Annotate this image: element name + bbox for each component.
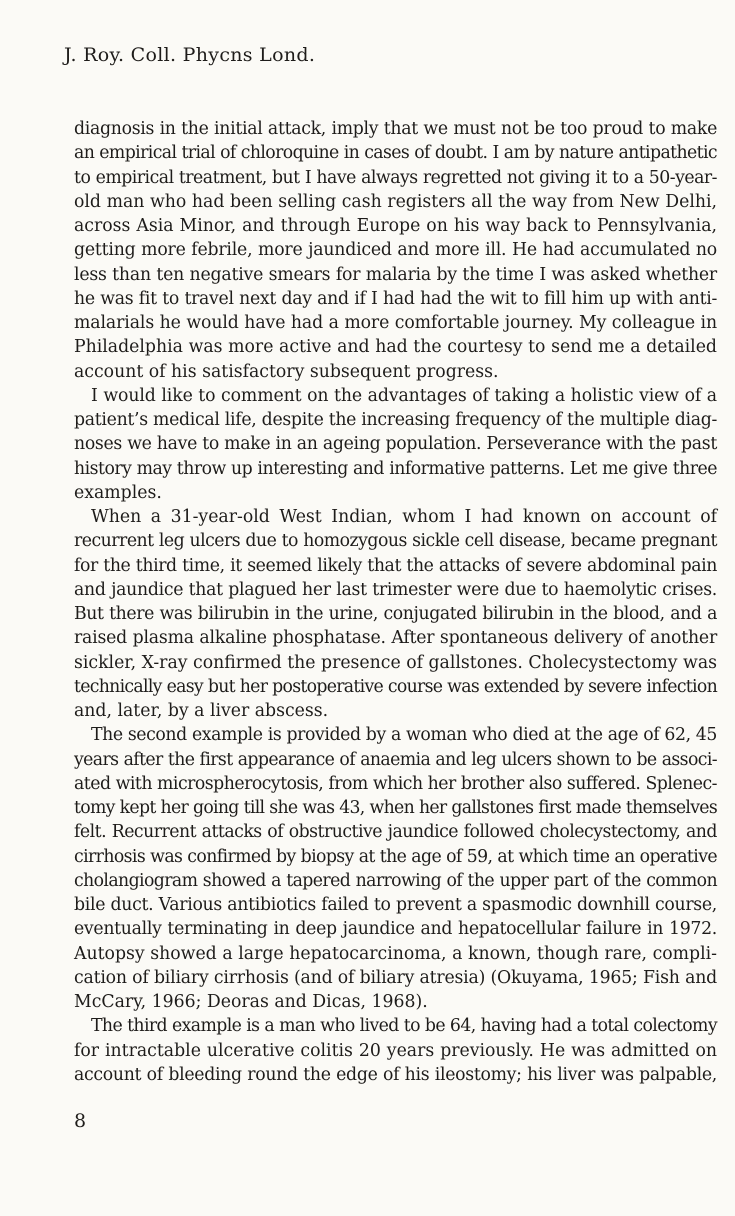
body-text — [74, 117, 717, 1087]
text-line: recurrent leg ulcers due to homozygous sickle cell disease, became pregnant — [74, 531, 717, 552]
text-line: years after the first appearance of anaemia and leg ulcers shown to be associ- — [74, 749, 717, 770]
text-line: cholangiogram showed a tapered narrowing of the upper part of the common — [74, 870, 717, 891]
page-number: 8 — [74, 1110, 87, 1132]
paragraph — [74, 723, 717, 1014]
text-line: I would like to comment on the advantages of taking a holistic view of a — [91, 385, 717, 406]
text-line: to empirical treatment, but I have always regretted not giving it to a 50-year- — [74, 167, 717, 188]
text-line: tomy kept her going till she was 43, when her gallstones first made themselves — [74, 798, 717, 818]
paragraph — [74, 1014, 717, 1087]
text-line: across Asia Minor, and through Europe on his way back to Pennsylvania, — [74, 216, 717, 236]
text-line: McCary, 1966; Deoras and Dicas, 1968). — [74, 992, 428, 1012]
text-line: he was fit to travel next day and if I had had the wit to fill him up with anti- — [74, 288, 717, 309]
text-line: cirrhosis was confirmed by biopsy at the age of 59, at which time an operative — [74, 846, 717, 867]
text-line: sickler, X-ray confirmed the presence of gallstones. Cholecystectomy was — [74, 652, 717, 673]
text-line: history may throw up interesting and informative patterns. Let me give three — [74, 458, 717, 479]
text-line: technically easy but her postoperative course was extended by severe infection — [74, 676, 717, 697]
text-line: examples. — [74, 482, 162, 503]
text-line: an empirical trial of chloroquine in cases of doubt. I am by nature antipathetic — [74, 143, 717, 164]
text-line: for intractable ulcerative colitis 20 years previously. He was admitted on — [74, 1040, 717, 1061]
text-line: account of bleeding round the edge of his ileostomy; his liver was palpable, — [74, 1064, 717, 1085]
text-line: Philadelphia was more active and had the courtesy to send me a detailed — [74, 337, 717, 358]
text-line: and, later, by a liver abscess. — [74, 701, 329, 721]
text-line: The second example is provided by a woman who died at the age of 62, 45 — [91, 725, 717, 746]
text-line: eventually terminating in deep jaundice and hepatocellular failure in 1972. — [74, 919, 717, 940]
paragraph — [74, 505, 717, 723]
text-line: getting more febrile, more jaundiced and more ill. He had accumulated no — [74, 240, 717, 261]
text-line: malarials he would have had a more comfortable journey. My colleague in — [74, 313, 717, 333]
text-line: cation of biliary cirrhosis (and of biliary atresia) (Okuyama, 1965; Fish and — [74, 967, 717, 988]
text-line: Autopsy showed a large hepatocarcinoma, a known, though rare, compli- — [74, 943, 717, 964]
text-line: old man who had been selling cash registers all the way from New Delhi, — [74, 191, 717, 212]
paragraph — [74, 117, 717, 384]
text-line: The third example is a man who lived to be 64, having had a total colectomy — [91, 1016, 717, 1037]
running-head: J. Roy. Coll. Phycns Lond. — [64, 44, 316, 66]
text-line: for the third time, it seemed likely that the attacks of severe abdominal pain — [74, 555, 717, 576]
text-line: diagnosis in the initial attack, imply that we must not be too proud to make — [74, 119, 717, 139]
paragraph — [74, 384, 717, 505]
text-line: and jaundice that plagued her last trimester were due to haemolytic crises. — [74, 579, 717, 600]
text-line: ated with microspherocytosis, from which her brother also suffered. Splenec- — [74, 773, 717, 794]
text-line: less than ten negative smears for malaria by the time I was asked whether — [74, 264, 717, 285]
text-line: noses we have to make in an ageing population. Perseverance with the past — [74, 434, 717, 455]
text-line: raised plasma alkaline phosphatase. After spontaneous delivery of another — [74, 628, 717, 649]
text-line: bile duct. Various antibiotics failed to prevent a spasmodic downhill course, — [74, 895, 717, 915]
text-line: But there was bilirubin in the urine, conjugated bilirubin in the blood, and a — [74, 604, 717, 624]
text-line: patient’s medical life, despite the increasing frequency of the multiple diag- — [74, 410, 717, 430]
text-line: When a 31-year-old West Indian, whom I had known on account of — [91, 507, 717, 527]
text-line: felt. Recurrent attacks of obstructive jaundice followed cholecystectomy, and — [74, 822, 717, 843]
text-line: account of his satisfactory subsequent progress. — [74, 361, 499, 382]
